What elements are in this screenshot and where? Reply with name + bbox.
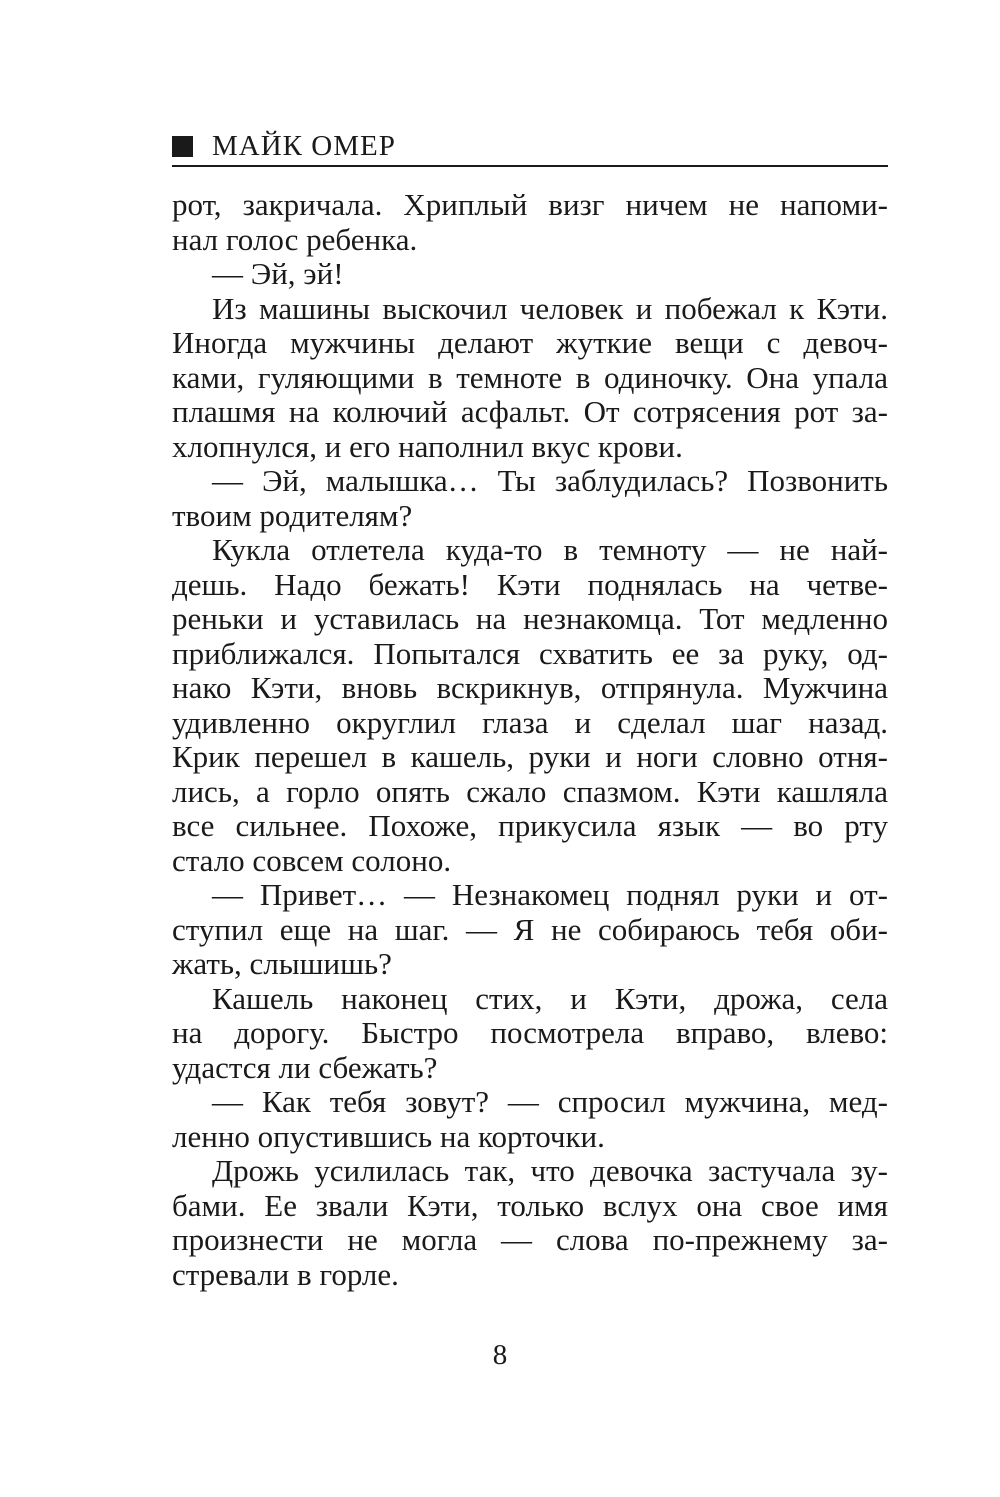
text-line: ками, гуляющими в темноте в одиночку. Она упала: [172, 359, 888, 395]
text-line: Кукла отлетела куда-то в темноту — не най-: [212, 532, 888, 567]
text-line: нако Кэти, вновь вскрикнув, отпрянула. Мужчина: [172, 670, 888, 705]
text-line: Из машины выскочил человек и побежал к Кэти.: [212, 290, 888, 326]
text-line: плашмя на колючий асфальт. От сотрясения рот за-: [172, 394, 888, 429]
text-line: реньки и уставилась на незнакомца. Тот медленно: [172, 601, 888, 636]
author-name: МАЙК ОМЕР: [212, 130, 396, 162]
body-text: [172, 188, 888, 1292]
running-header: [172, 128, 888, 164]
text-line: ступил еще на шаг. — Я не собираюсь тебя оби-: [172, 911, 888, 947]
text-line: удастся ли сбежать?: [172, 1049, 438, 1085]
text-line: стревали в горле.: [172, 1256, 399, 1292]
text-line: хлопнулся, и его наполнил вкус крови.: [172, 428, 683, 464]
text-line: жать, слышишь?: [172, 946, 392, 981]
text-line: бами. Ее звали Кэти, только вслух она свое имя: [172, 1187, 888, 1223]
text-line: — Эй, малышка… Ты заблудилась? Позвонить: [212, 463, 888, 498]
text-line: приближался. Попытался схватить ее за руку, од-: [172, 635, 888, 671]
text-line: удивленно округлил глаза и сделал шаг назад.: [172, 704, 888, 740]
text-line: твоим родителям?: [172, 497, 413, 533]
text-line: ленно опустившись на корточки.: [172, 1118, 605, 1154]
text-line: рот, закричала. Хриплый визг ничем не напоми-: [172, 187, 888, 222]
text-line: — Привет… — Незнакомец поднял руки и от-: [212, 877, 888, 912]
text-line: — Эй, эй!: [212, 256, 344, 291]
text-line: Дрожь усилилась так, что девочка застучала зу-: [212, 1153, 888, 1188]
text-line: на дорогу. Быстро посмотрела вправо, влево:: [172, 1015, 888, 1050]
text-line: Кашель наконец стих, и Кэти, дрожа, села: [212, 980, 888, 1016]
header-square-ornament: [172, 136, 193, 157]
text-line: дешь. Надо бежать! Кэти поднялась на четве-: [172, 566, 888, 602]
text-line: нал голос ребенка.: [172, 221, 418, 257]
text-line: все сильнее. Похоже, прикусила язык — во рту: [172, 808, 888, 843]
text-line: произнести не могла — слова по-прежнему за-: [172, 1222, 888, 1257]
text-line: лись, а горло опять сжало спазмом. Кэти кашляла: [172, 773, 888, 809]
text-line: Крик перешел в кашель, руки и ноги словно отня-: [172, 739, 888, 774]
page-number: 8: [492, 1339, 508, 1371]
text-line: — Как тебя зовут? — спросил мужчина, мед-: [212, 1084, 888, 1119]
text-line: стало совсем солоно.: [172, 842, 452, 878]
header-rule: [172, 165, 888, 167]
text-line: Иногда мужчины делают жуткие вещи с девоч-: [172, 325, 888, 360]
